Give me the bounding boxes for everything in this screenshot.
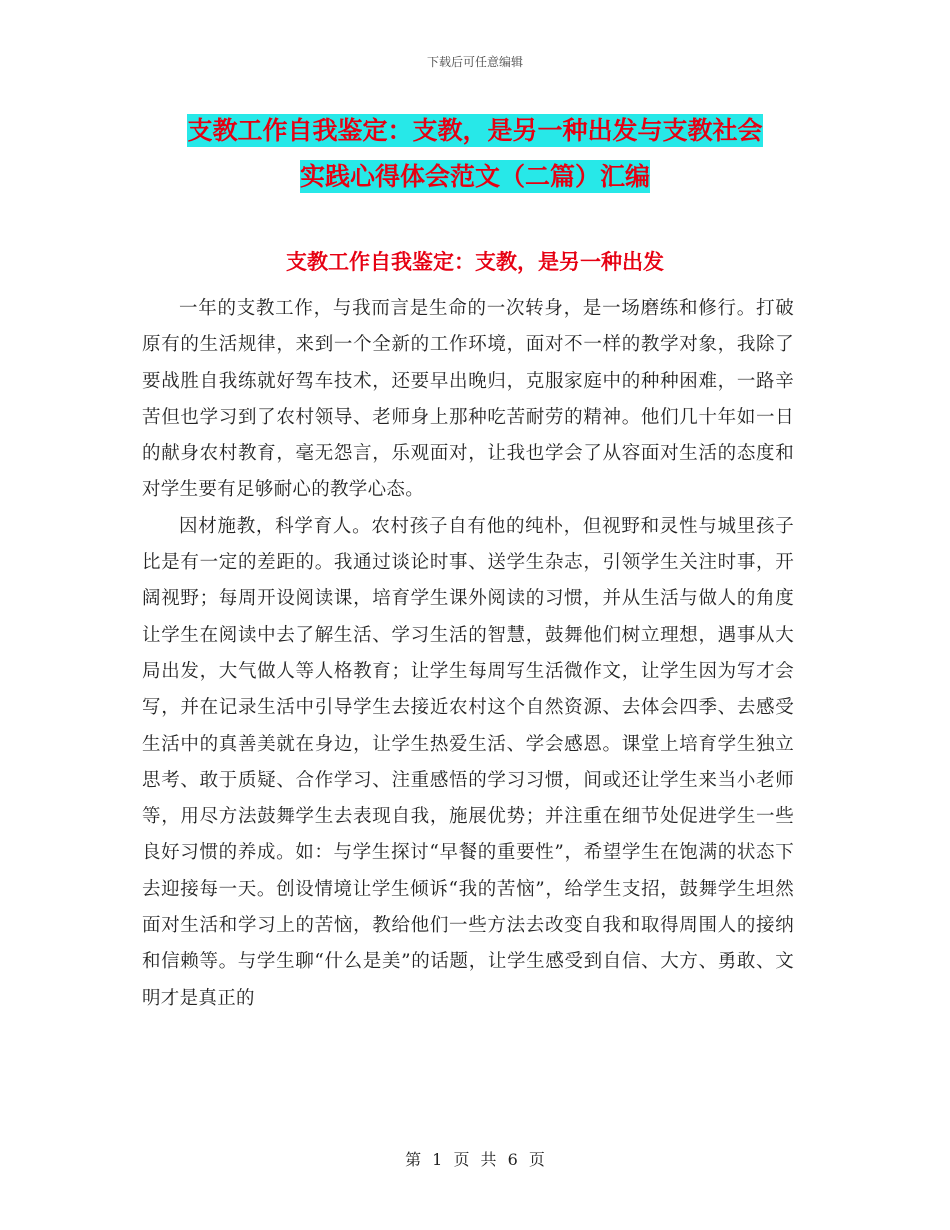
section-title: 支教工作自我鉴定：支教，是另一种出发	[286, 250, 664, 274]
document-title	[150, 108, 800, 200]
page-footer: 第 1 页 共 6 页	[405, 1150, 545, 1169]
paragraph: 因材施教，科学育人。农村孩子自有他的纯朴，但视野和灵性与城里孩子比是有一定的差距的。我通过谈论时事、送学生杂志，引领学生关注时事，开阔视野；每周开设阅读课，培育学生课外阅读的习惯，并从生活与做人的角度让学生在阅读中去了解生活、学习生活的智慧，鼓舞他们树立理想，遇事从大局出发，大气做人等人格教育；让学生每周写生活微作文，让学生因为写才会写，并在记录生活中引导学生去接近农村这个自然资源、去体会四季、去感受生活中的真善美就在身边，让学生热爱生活、学会感恩。课堂上培育学生独立思考、敢于质疑、合作学习、注重感悟的学习习惯，间或还让学生来当小老师等，用尽方法鼓舞学生去表现自我，施展优势；并注重在细节处促进学生一些良好习惯的养成。如：与学生探讨“早餐的重要性”，希望学生在饱满的状态下去迎接每一天。创设情境让学生倾诉“我的苦恼”，给学生支招，鼓舞学生坦然面对生活和学习上的苦恼，教给他们一些方法去改变自我和取得周围人的接纳和信赖等。与学生聊“什么是美”的话题，让学生感受到自信、大方、勇敢、文明才是真正的	[142, 515, 794, 1009]
document-title-line-1: 支教工作自我鉴定：支教，是另一种出发与支教社会	[187, 116, 763, 145]
header-note: 下载后可任意编辑	[426, 55, 523, 69]
body-text	[142, 291, 794, 1017]
document-title-line-2: 实践心得体会范文（二篇）汇编	[299, 162, 650, 191]
paragraph: 一年的支教工作，与我而言是生命的一次转身，是一场磨练和修行。打破原有的生活规律，来到一个全新的工作环境，面对不一样的教学对象，我除了要战胜自我练就好驾车技术，还要早出晚归，克服家庭中的种种困难，一路辛苦但也学习到了农村领导、老师身上那种吃苦耐劳的精神。他们几十年如一日的献身农村教育，毫无怨言，乐观面对，让我也学会了从容面对生活的态度和对学生要有足够耐心的教学心态。	[142, 298, 794, 501]
